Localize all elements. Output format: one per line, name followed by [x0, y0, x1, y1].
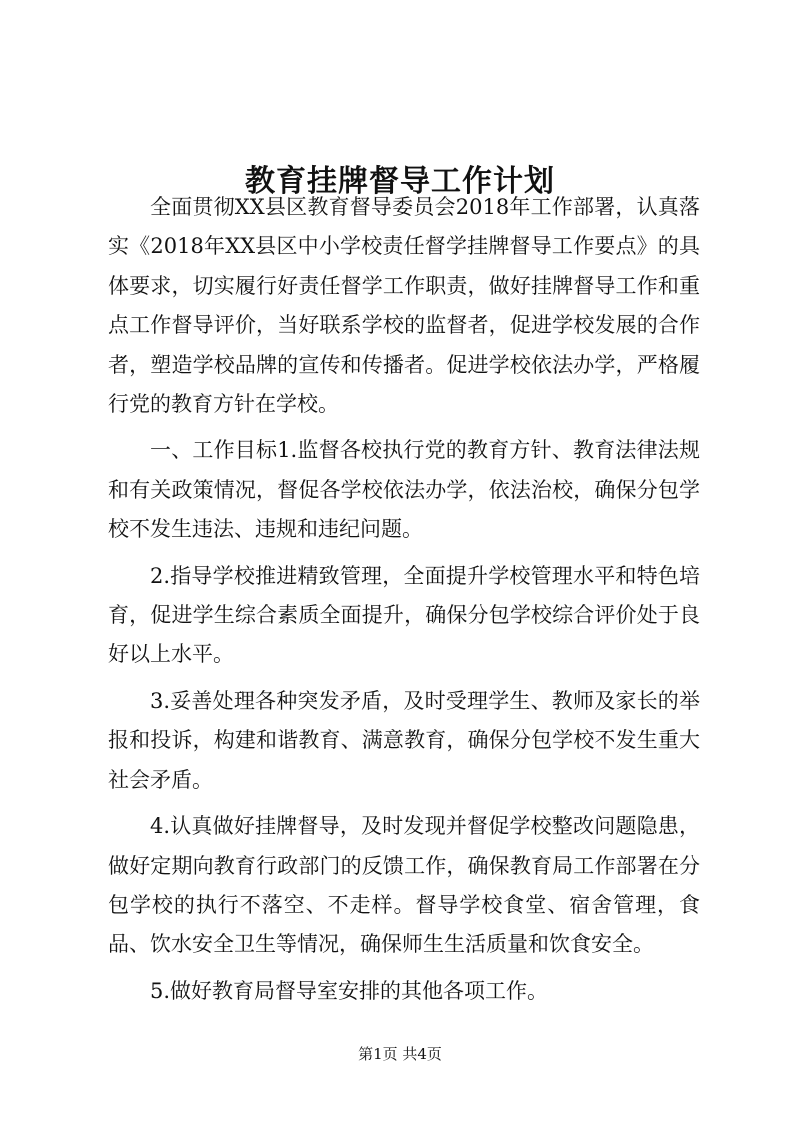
paragraph-goal-2: 2.指导学校推进精致管理，全面提升学校管理水平和特色培育，促进学生综合素质全面提升，确保分包学校综合评价处于良好以上水平。 — [108, 563, 700, 667]
document-title: 教育挂牌督导工作计划 — [245, 164, 555, 200]
paragraph-goal-4: 4.认真做好挂牌督导，及时发现并督促学校整改问题隐患，做好定期向教育行政部门的反馈工作，确保教育局工作部署在分包学校的执行不落空、不走样。督导学校食堂、宿舍管理，食品、饮水安全卫生等情况，确保师生生活质量和饮食安全。 — [108, 814, 700, 957]
page-number-footer: 第1页 共4页 — [358, 1045, 442, 1063]
paragraph-goal-3: 3.妥善处理各种突发矛盾，及时受理学生、教师及家长的举报和投诉，构建和谐教育、满意教育，确保分包学校不发生重大社会矛盾。 — [108, 688, 700, 792]
paragraph-intro: 全面贯彻XX县区教育督导委员会2018年工作部署，认真落实《2018年XX县区中小学校责任督学挂牌督导工作要点》的具体要求，切实履行好责任督学工作职责，做好挂牌督导工作和重点工作督导评价，当好联系学校的监督者，促进学校发展的合作者，塑造学校品牌的宣传和传播者。促进学校依法办学，严格履行党的教育方针在学校。 — [108, 195, 700, 417]
document-body — [108, 188, 700, 1011]
paragraph-goal-1: 一、工作目标1.监督各校执行党的教育方针、教育法律法规和有关政策情况，督促各学校依法办学，依法治校，确保分包学校不发生违法、违规和违纪问题。 — [108, 438, 700, 542]
paragraph-goal-5: 5.做好教育局督导室安排的其他各项工作。 — [150, 978, 549, 1003]
